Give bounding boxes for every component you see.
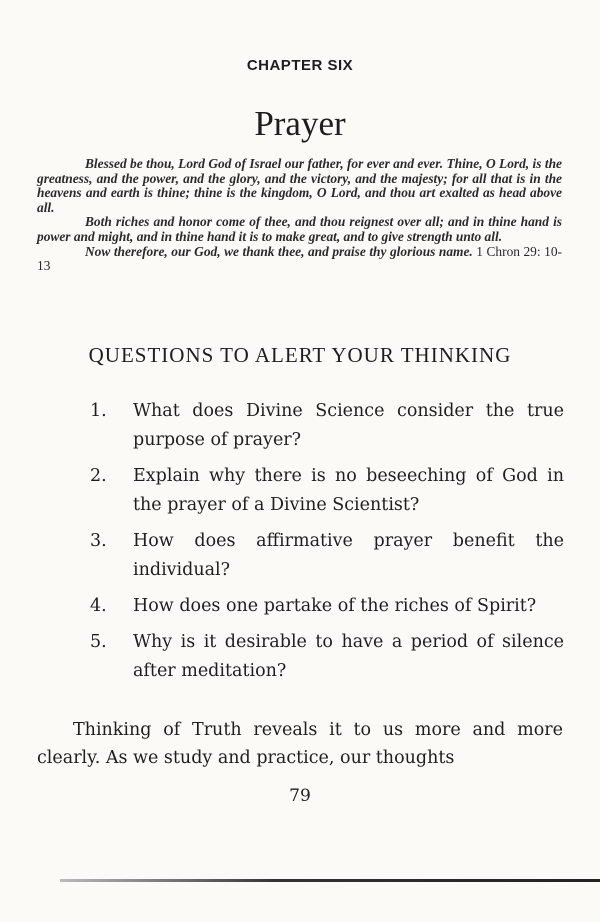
question-item: [90, 527, 564, 585]
questions-list: [90, 397, 564, 693]
question-item: [90, 397, 564, 455]
question-text: How does affirmative prayer benefit the individual?: [133, 531, 564, 580]
question-number: 2.: [90, 466, 107, 486]
question-number: 5.: [90, 632, 107, 652]
question-item: [90, 628, 564, 686]
question-text: What does Divine Science consider the true purpose of prayer?: [133, 401, 564, 450]
chapter-title: Prayer: [254, 104, 346, 143]
question-text: How does one partake of the riches of Spirit?: [133, 596, 537, 616]
epigraph: [37, 157, 562, 274]
chapter-label: CHAPTER SIX: [246, 57, 354, 74]
question-number: 1.: [90, 401, 107, 421]
scan-edge-line: [60, 879, 600, 882]
page-number: 79: [289, 786, 311, 806]
question-text: Why is it desirable to have a period of silence after meditation?: [133, 632, 564, 681]
question-text: Explain why there is no beseeching of God in the prayer of a Divine Scientist?: [133, 466, 564, 515]
question-number: 4.: [90, 596, 107, 616]
question-item: [90, 462, 564, 520]
body-paragraph: Thinking of Truth reveals it to us more and more clearly. As we study and practice, our thoughts: [37, 720, 563, 768]
question-number: 3.: [90, 531, 107, 551]
epigraph-text: Now therefore, our God, we thank thee, and praise thy glorious name.: [85, 243, 473, 259]
questions-heading: QUESTIONS TO ALERT YOUR THINKING: [88, 343, 512, 367]
epigraph-paragraph: [37, 245, 562, 274]
question-item: [90, 592, 564, 621]
epigraph-paragraph: Both riches and honor come of thee, and thou reignest over all; and in thine hand is power and might, and in thine hand it is to make great, and to give strength unto all.: [37, 214, 562, 244]
scripture-reference: 1 Chron 29: 10-13: [37, 243, 562, 274]
epigraph-paragraph: Blessed be thou, Lord God of Israel our father, for ever and ever. Thine, O Lord, is the greatness, and the power, and the glory, and the victory, and the majesty; for all that is in the heavens and earth is thine; thine is the kingdom, O Lord, and thou art exalted as head above all.: [37, 156, 562, 215]
